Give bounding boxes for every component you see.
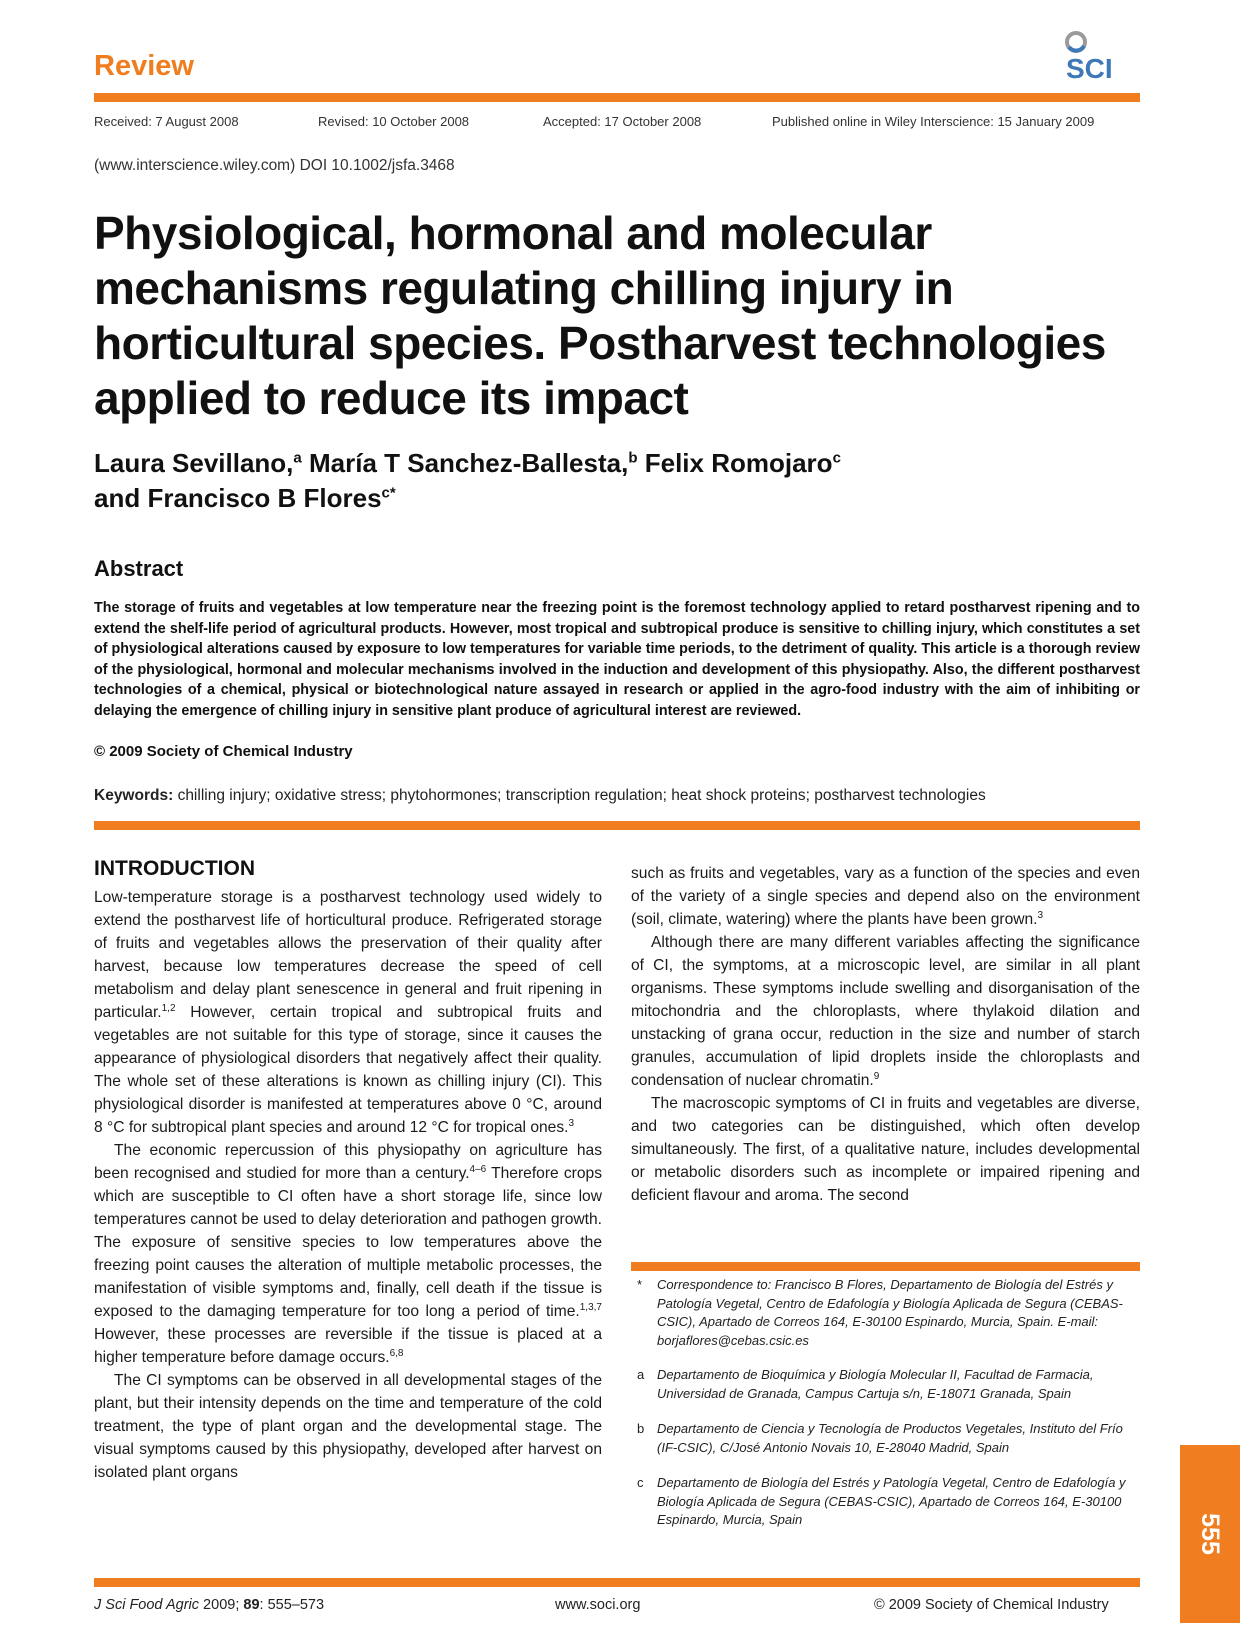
paragraph: The macroscopic symptoms of CI in fruits and vegetables are diverse, and two categories can be distinguished, which often develop simultaneously. The first, of a qualitative nature, includes developmental or metabolic disorders such as incomplete or impaired ripening and deficient flavour and aroma. The second [631,1095,1140,1204]
author-affiliation: a [293,449,302,467]
correspondence-note [631,1276,1140,1350]
note-mark: b [637,1421,645,1436]
abstract-copyright: © 2009 Society of Chemical Industry [94,743,353,760]
affiliation-note-a [631,1366,1140,1403]
note-text: Departamento de Ciencia y Tecnología de Productos Vegetales, Instituto del Frío (IF-CSIC), C/José Antonio Novais 10, E-28040 Madrid, Spain [657,1421,1123,1455]
affiliation-note-c [631,1474,1140,1530]
paragraph: Although there are many different variables affecting the significance of CI, the symptoms, at a microscopic level, are similar in all plant organisms. These symptoms include swelling and disorganisation of the mitochondria and the chloroplasts, where thylakoid dilation and unstacking of grana occur, reduction in the size and number of starch granules, accumulation of lipid droplets inside the chloroplasts and condensation of nuclear chromatin.$^9$ [631,934,1140,1089]
keywords-label: Keywords: [94,787,174,804]
footer-website: www.soci.org [555,1597,641,1613]
citation: 4–6 [469,1163,487,1175]
bottom-rule [94,1578,1140,1587]
paragraph: The economic repercussion of this physiopathy on agriculture has been recognised and studied for more than a century.$^{4-6}$ Therefore crops which are susceptible to CI often have a short storage life, since low temperatures cannot be used to delay deterioration and pathogen growth. The exposure of sensitive species to low temperatures above the freezing point causes the alteration of multiple metabolic processes, the manifestation of visible symptoms and, finally, cell death if the tissue is exposed to the damaging temperature for too long a period of time.$^{1,3,7}$ However, these processes are reversible if the tissue is placed at a higher temperature before damage occurs.$^{6,8}$ [94,1142,603,1366]
affiliation-note-b [631,1420,1140,1457]
author-name: Francisco B Flores [147,483,382,513]
paragraph: Low-temperature storage is a postharvest technology used widely to extend the postharvest life of horticultural produce. Refrigerated storage of fruits and vegetables allows the preservation of their quality after harvest, because low temperatures decrease the speed of cell metabolism and delay plant senescence in general and fruit ripening in particular.$^{1,2}$ However, certain tropical and subtropical fruits and vegetables are not suitable for this type of storage, since it causes the appearance of physiological disorders that negatively affect their quality. The whole set of these alterations is known as chilling injury (CI). This physiological disorder is manifested at temperatures above 0 °C, around 8 °C for subtropical plant species and around 12 °C for tropical ones.$^3$ [94,889,602,1136]
citation: 6,8 [389,1347,404,1359]
citation: 1,2 [161,1002,176,1014]
author-affiliation: b [628,449,638,467]
body-column-left [94,857,603,1484]
author-affiliation: c* [381,484,396,502]
abstract-body: The storage of fruits and vegetables at low temperature near the freezing point is the foremost technology applied to retard postharvest ripening and to extend the shelf-life period of agricultural products. However, most tropical and subtropical produce is sensitive to chilling injury, which constitutes a set of physiological alterations caused by exposure to low temperatures for variable time periods, to the detriment of quality. This article is a thorough review of the physiological, hormonal and molecular mechanisms involved in the induction and development of this physiopathy. Also, the different postharvest technologies of a chemical, physical or biotechnological nature assayed in research or applied in the agro-food industry with the aim of inhibiting or delaying the emergence of chilling injury in sensitive plant produce of agricultural interest are reviewed. [94,600,1140,719]
doi: (www.interscience.wiley.com) DOI 10.1002/jsfa.3468 [94,157,455,174]
note-mark: c [637,1475,644,1490]
author-name: Laura Sevillano, [94,448,294,478]
article-title: Physiological, hormonal and molecular mechanisms regulating chilling injury in horticultural species. Postharvest technologies applied to reduce its impact [94,207,1106,424]
revised-date: Revised: 10 October 2008 [318,114,470,129]
paragraph: such as fruits and vegetables, vary as a function of the species and even of the variety of a single species and depend also on the environment (soil, climate, watering) where the plants have been grown.$^3$ [631,865,1140,928]
note-text: Departamento de Bioquímica y Biología Molecular II, Facultad de Farmacia, Universidad de Granada, Campus Cartuja s/n, E-18071 Granada, Spain [657,1367,1094,1401]
introduction-heading: INTRODUCTION [94,857,255,880]
paragraph: The CI symptoms can be observed in all developmental stages of the plant, but their intensity depends on the time and temperature of the cold treatment, the type of plant organ and the developmental stage. The visual symptoms caused by this physiopathy, developed after harvest on isolated plant organs [94,1372,602,1481]
abstract-heading: Abstract [94,556,184,581]
author-name: María T Sanchez-Ballesta, [308,448,629,478]
notes-rule [631,1262,1140,1271]
received-date: Received: 7 August 2008 [94,114,239,129]
keywords-text: chilling injury; oxidative stress; phytohormones; transcription regulation; heat shock proteins; postharvest technologies [177,787,986,804]
top-rule [94,93,1140,102]
note-mark: * [637,1277,643,1292]
footer-citation: J Sci Food Agric 2009; 89: 555–573 [94,1597,325,1613]
author-connector: and [94,483,141,513]
citation: 3 [1037,909,1044,921]
citation: 3 [568,1117,575,1129]
authors [94,446,1054,516]
body-column-right [631,862,1140,1207]
note-text: Departamento de Biología del Estrés y Patología Vegetal, Centro de Edafología y Biología Aplicada de Segura (CEBAS-CSIC), Apartado de Correos 164, E-30100 Espinardo, Murcia, Spain [657,1475,1126,1527]
author-affiliation: c [832,449,841,467]
citation: 1,3,7 [579,1301,602,1313]
published-date: Published online in Wiley Interscience: 15 January 2009 [772,114,1095,129]
accepted-date: Accepted: 17 October 2008 [543,114,702,129]
logo-text: SCI [1066,53,1113,84]
keywords [94,787,1140,805]
citation: 9 [873,1070,880,1082]
author-name: Felix Romojaro [644,448,833,478]
journal-name: J Sci Food Agric [94,1597,200,1613]
footer-copyright: © 2009 Society of Chemical Industry [874,1597,1109,1613]
note-text: Correspondence to: Francisco B Flores, Departamento de Biología del Estrés y Patología Vegetal, Centro de Edafología y Biología Aplicada de Segura (CEBAS-CSIC), Apartado de Correos 164, E-30100 Espinardo, Murcia, Spain. E-mail: borjaflores@cebas.csic.es [657,1277,1123,1348]
journal-volume: 89 [243,1597,260,1613]
note-mark: a [637,1367,645,1382]
page-number: 555 [1196,1513,1225,1555]
mid-rule [94,821,1140,830]
sci-logo-icon [1056,28,1136,84]
section-label: Review [94,50,194,82]
